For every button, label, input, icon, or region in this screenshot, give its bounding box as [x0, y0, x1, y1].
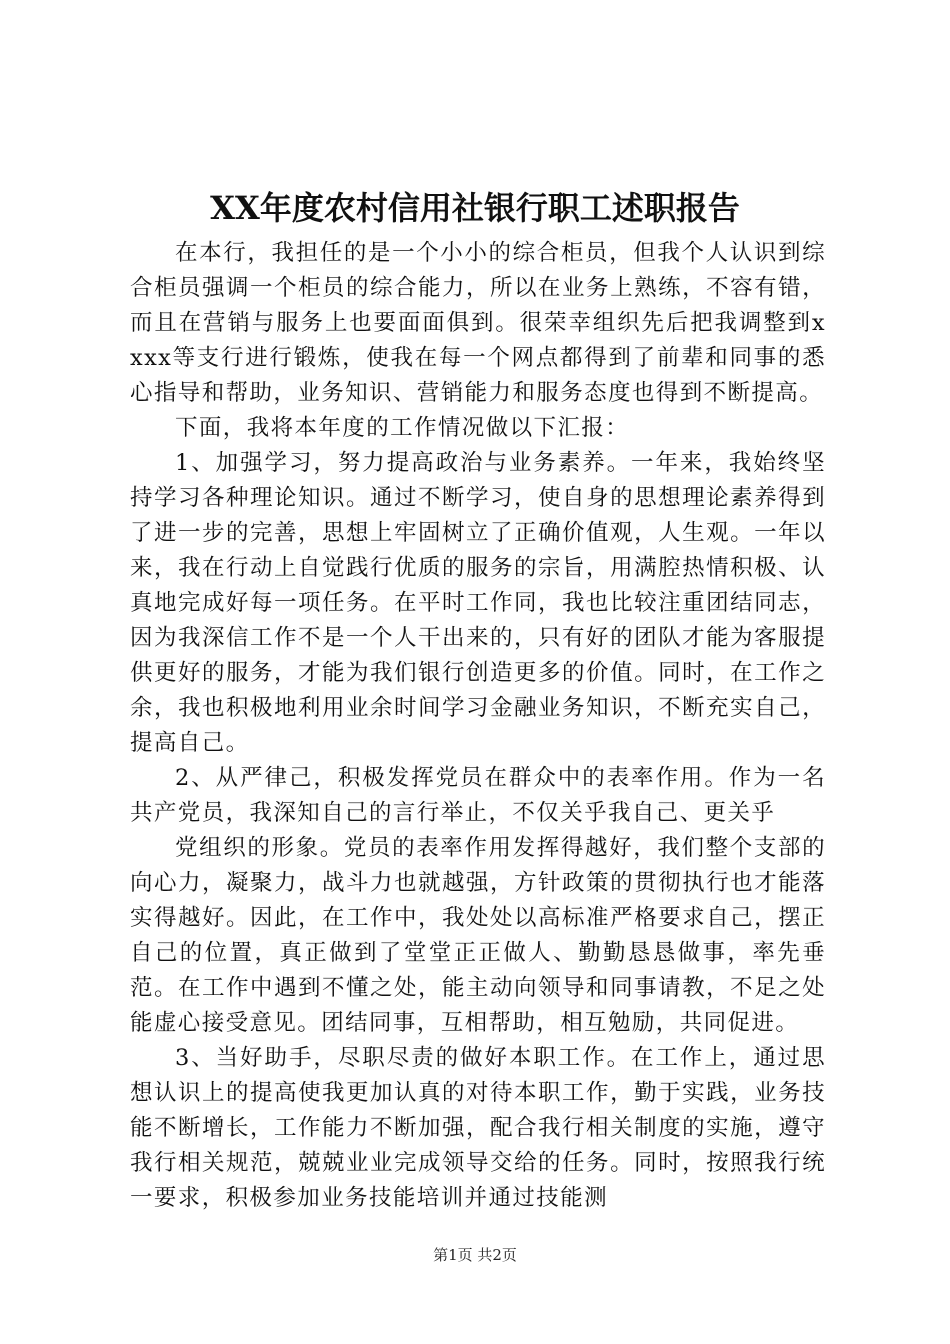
paragraph-section-1: 1、加强学习，努力提高政治与业务素养。一年来，我始终坚持学习各种理论知识。通过不断学习，使自身的思想理论素养得到了进一步的完善，思想上牢固树立了正确价值观，人生观。一年以来，我在行动上自觉践行优质的服务的宗旨，用满腔热情积极、认真地完成好每一项任务。在平时工作同，我也比较注重团结同志，因为我深信工作不是一个人干出来的，只有好的团队才能为客服提供更好的服务，才能为我们银行创造更多的价值。同时，在工作之余，我也积极地利用业余时间学习金融业务知识，不断充实自己，提高自己。	[130, 450, 826, 756]
paragraph-report-lead: 下面，我将本年度的工作情况做以下汇报：	[175, 415, 630, 441]
document-title: XX年度农村信用社银行职工述职报告	[210, 189, 740, 227]
paragraph-intro: 在本行，我担任的是一个小小的综合柜员，但我个人认识到综合柜员强调一个柜员的综合能力，所以在业务上熟练，不容有错，而且在营销与服务上也要面面俱到。很荣幸组织先后把我调整到xxxx等支行进行锻炼，使我在每一个网点都得到了前辈和同事的悉心指导和帮助，业务知识、营销能力和服务态度也得到不断提高。	[130, 240, 826, 406]
paragraph-section-2: 2、从严律己，积极发挥党员在群众中的表率作用。作为一名共产党员，我深知自己的言行举止，不仅关乎我自己、更关乎	[130, 765, 826, 826]
page-number-footer: 第1页 共2页	[433, 1246, 517, 1264]
paragraph-section-3: 3、当好助手，尽职尽责的做好本职工作。在工作上，通过思想认识上的提高使我更加认真的对待本职工作，勤于实践，业务技能不断增长，工作能力不断加强，配合我行相关制度的实施，遵守我行相关规范，兢兢业业完成领导交给的任务。同时，按照我行统一要求，积极参加业务技能培训并通过技能测	[130, 1045, 826, 1211]
document-body	[130, 236, 826, 1216]
paragraph-section-2-continued: 党组织的形象。党员的表率作用发挥得越好，我们整个支部的向心力，凝聚力，战斗力也就越强，方针政策的贯彻执行也才能落实得越好。因此，在工作中，我处处以高标准严格要求自己，摆正自己的位置，真正做到了堂堂正正做人、勤勤恳恳做事，率先垂范。在工作中遇到不懂之处，能主动向领导和同事请教，不足之处能虚心接受意见。团结同事，互相帮助，相互勉励，共同促进。	[130, 835, 826, 1036]
